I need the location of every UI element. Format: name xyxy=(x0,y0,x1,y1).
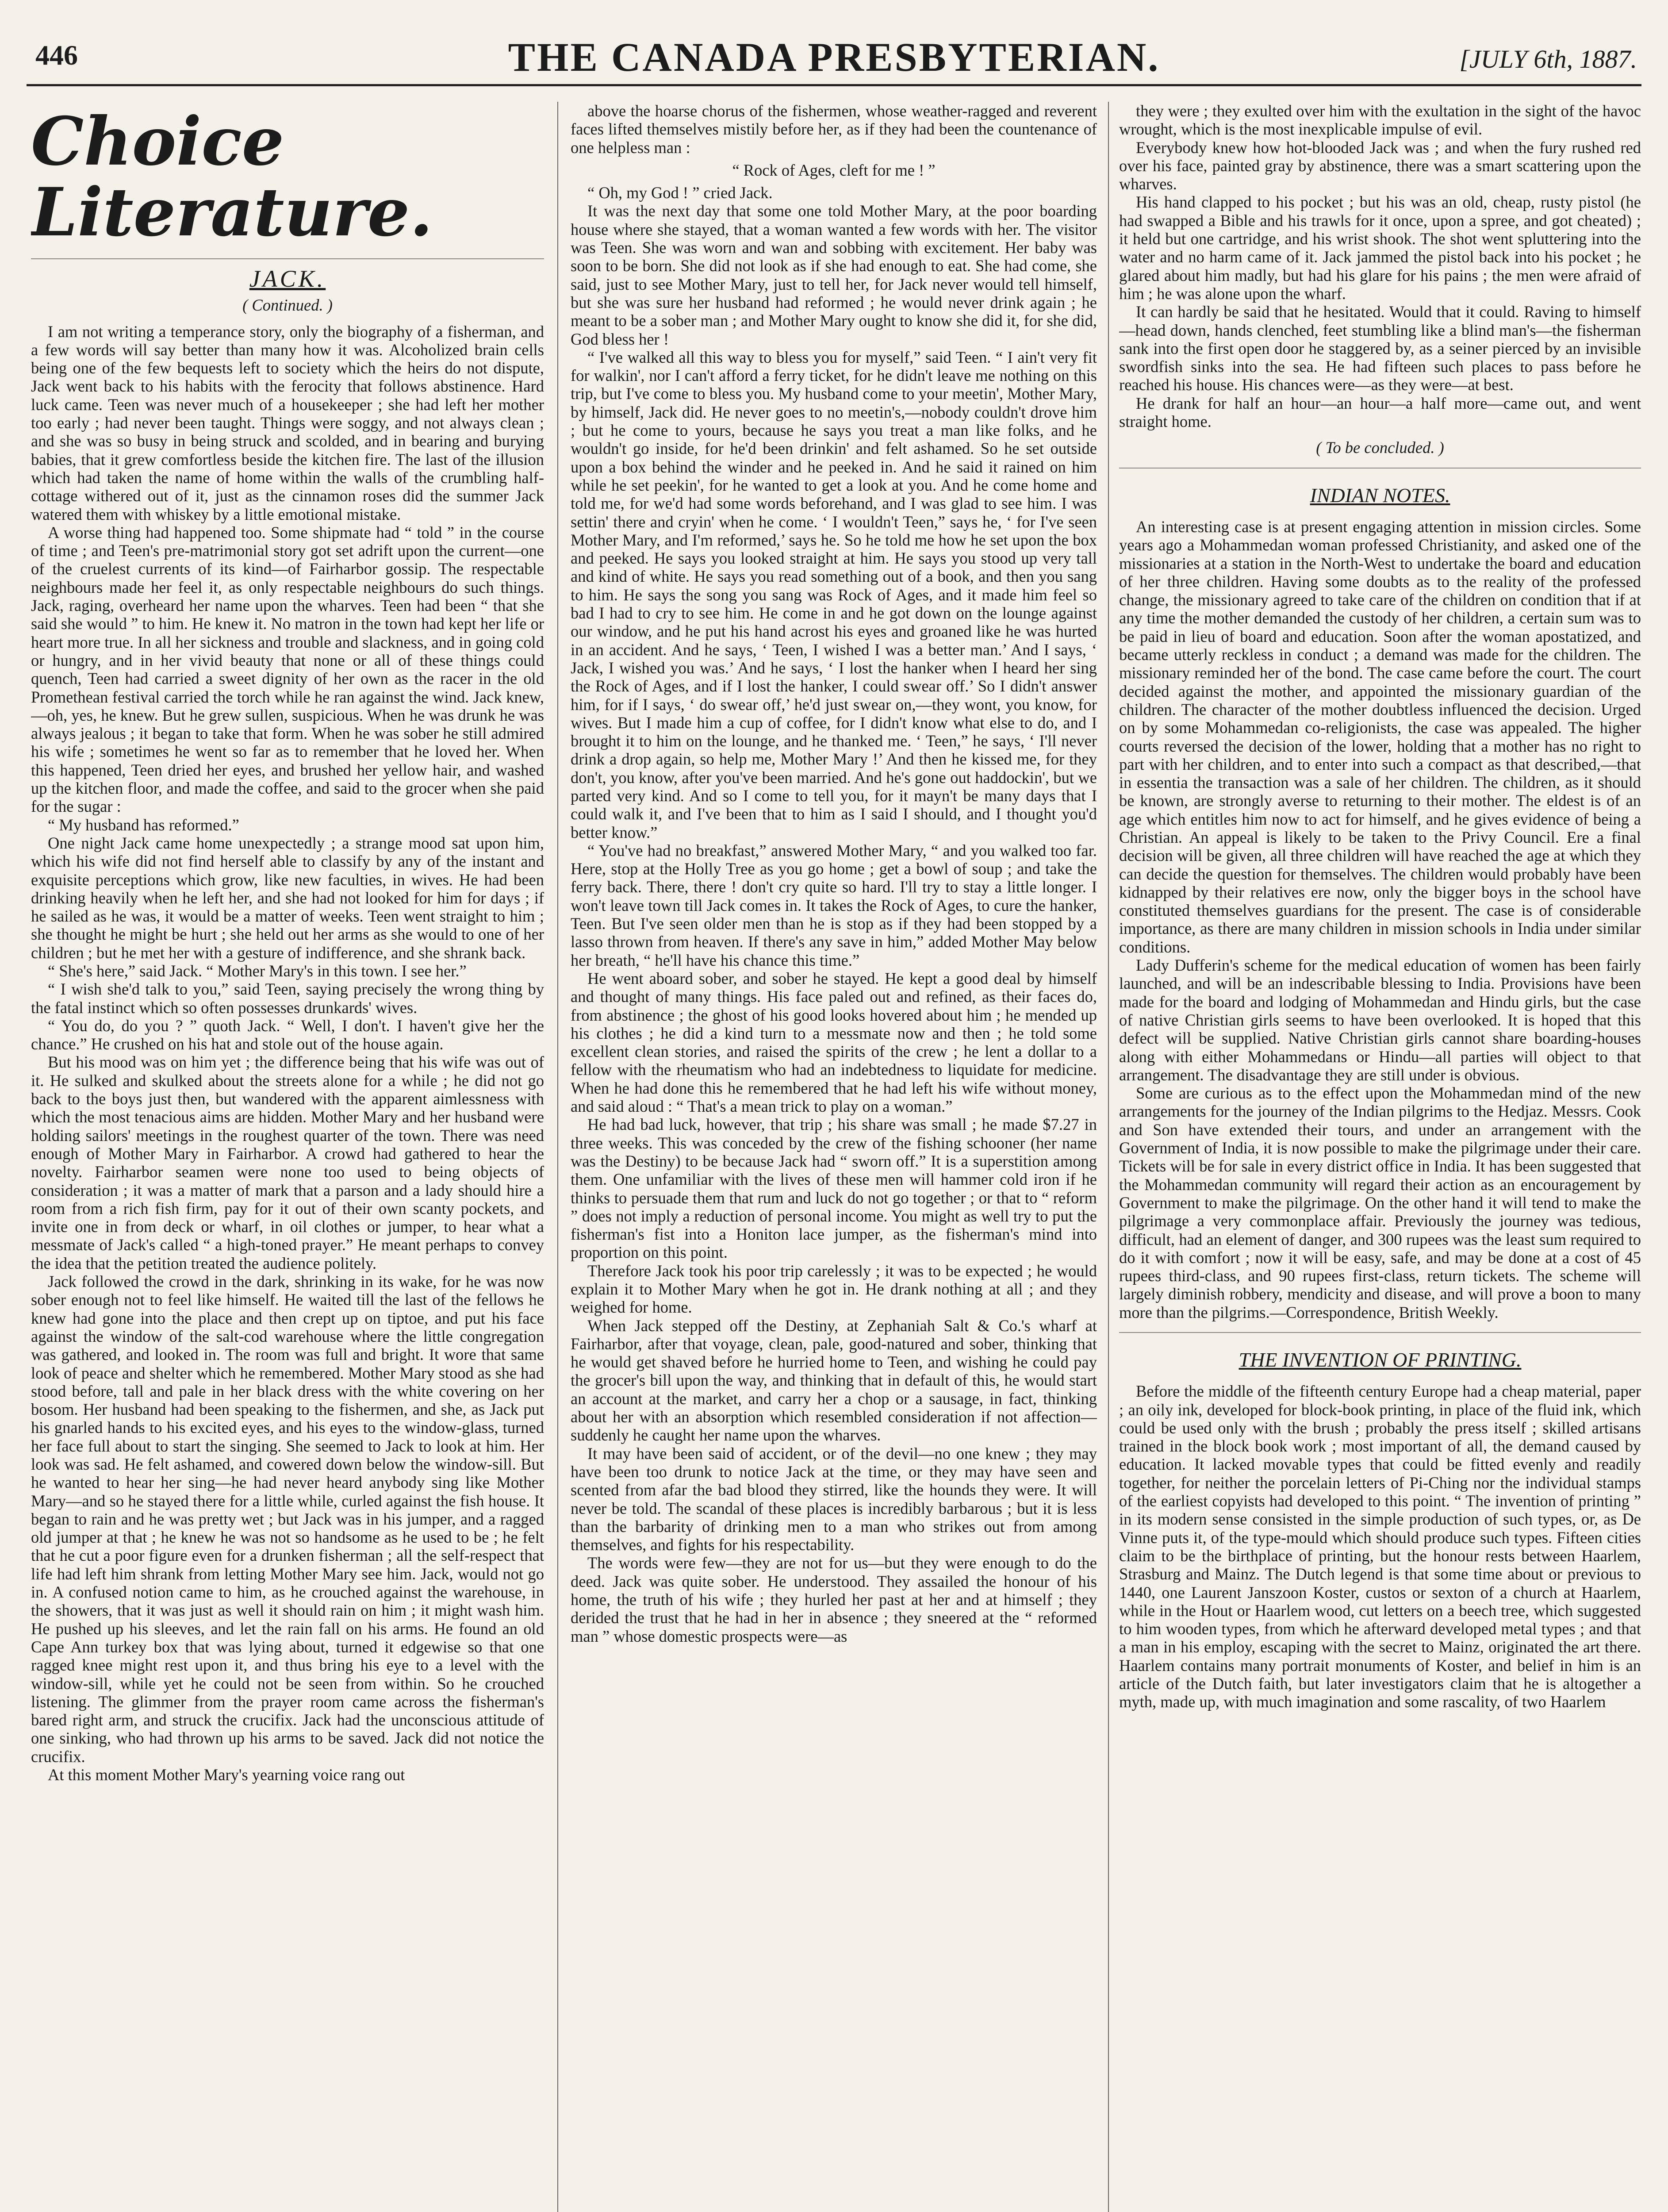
column-divider xyxy=(1108,102,1109,2212)
page-number: 446 xyxy=(35,39,78,71)
column-divider xyxy=(557,102,558,2212)
paragraph: His hand clapped to his pocket ; but his was an old, cheap, rusty pistol (he had swapped a Bible and his trawls for it once, upon a spree, and got cheated) ; it held but one cartridge, and his wrist shook. The shot went spluttering into the water and no harm came of it. Jack jammed the pistol back into his pocket ; he glared about him madly, but had his glare for his pains ; the men were afraid of him ; he was alone upon the wharf. xyxy=(1119,193,1641,303)
paragraph: When Jack stepped off the Destiny, at Zephaniah Salt & Co.'s wharf at Fairharbor, after that voyage, clean, pale, good-natured and sober, thinking that he would get shaved before he hurried home to Teen, and wishing he could pay the grocer's bill upon the way, and thinking that in default of this, he would start an account at the market, and carry her a chop or a sausage, in fact, thinking about her with an absorption which resembled consideration if not affection—suddenly he caught her name upon the wharves. xyxy=(571,1316,1097,1444)
paragraph: He had bad luck, however, that trip ; his share was small ; he made $7.27 in three weeks. This was conceded by the crew of the fishing schooner (her name was the Destiny) to be because Jack had “ sworn off.” It is a superstition among them. One unfamiliar with the lives of these men will hammer cold iron if he thinks to persuade them that rum and luck do not go together ; or that to “ reform ” does not imply a reduction of personal income. You might as well try to put the fisherman's fist into a Honiton lace jumper, as the fisherman's mind into proportion on this point. xyxy=(571,1115,1097,1262)
paragraph: It can hardly be said that he hesitated. Would that it could. Raving to himself—head down, hands clenched, feet stumbling like a blind man's—the fisherman sank into the first open door he staggered by, as a seiner pierced by an invisible swordfish sinks into the sea. He had fifteen such places to pass before he reached his house. His chances were—as they were—at best. xyxy=(1119,303,1641,394)
divider xyxy=(1119,1332,1641,1333)
paragraph: One night Jack came home unexpectedly ; a strange mood sat upon him, which his wife did not find herself able to classify by any of the instant and exquisite perceptions which grow, like new faculties, in wives. He had been drinking heavily when he left her, and she had not looked for him for days ; if he sailed as he was, it would be a matter of weeks. Teen went straight to him ; she thought he might be hurt ; she held out her arms as she would to one of her children ; but he met her with a gesture of indifference, and she shrank back. xyxy=(31,833,544,962)
printing-title: THE INVENTION OF PRINTING. xyxy=(1239,1348,1522,1371)
paragraph: Some are curious as to the effect upon the Mohammedan mind of the new arrangements for the journey of the Indian pilgrims to the Hedjaz. Messrs. Cook and Son have extended their tours, and under an arrangement with the Government of India, it is now possible to make the pilgrimage under their care. Tickets will be for sale in every district office in India. It has been suggested that the Mohammedan community will regard their action as an encouragement by Government to make the pilgrimage. On the other hand it will tend to make the pilgrimage a very commonplace affair. Previously the journey was tedious, difficult, had an element of danger, and 300 rupees was the least sum required to do it with comfort ; now it will be easy, safe, and may be done at a cost of 45 rupees third-class, and 90 rupees first-class, return tickets. The scheme will largely diminish robbery, mendicity and disease, and will prove a boon to many more than the pilgrims.—Correspondence, British Weekly. xyxy=(1119,1084,1641,1321)
paragraph: Therefore Jack took his poor trip carelessly ; it was to be expected ; he would explain it to Mother Mary when he got in. He drank nothing at all ; and they weighed for home. xyxy=(571,1261,1097,1317)
column-1 xyxy=(31,102,544,2212)
paragraph: The words were few—they are not for us—but they were enough to do the deed. Jack was quite sober. He understood. They assailed the honour of his home, the truth of his wife ; they hurled her past at her and at himself ; they derided the trust that he had in her in absence ; they sneered at the “ reformed man ” whose domestic prospects were—as xyxy=(571,1554,1097,1645)
masthead xyxy=(27,31,1641,84)
paragraph: It may have been said of accident, or of the devil—no one knew ; they may have been too drunk to notice Jack at the time, or they may have seen and scented from afar the bad blood they stirred, like the hounds they were. It will never be told. The scandal of these places is incredibly barbarous ; but it is less than the barbarity of drinking men to a man who strikes out from among themselves, and fights for his respectability. xyxy=(571,1444,1097,1554)
divider xyxy=(31,258,544,259)
paragraph: Jack followed the crowd in the dark, shrinking in its wake, for he was now sober enough not to feel like himself. He waited till the last of the fellows he knew had gone into the place and then crept up on tiptoe, and put his face against the window of the salt-cod warehouse where the little congregation was gathered, and looked in. The room was full and bright. It wore that same look of peace and shelter which he remembered. Mother Mary stood as she had stood before, tall and pale in her black dress with the white covering on her bosom. Her husband had been speaking to the fishermen, and she, as Jack put his gnarled hands to his excited eyes, and his eyes to the window-glass, turned her face full about to start the singing. She seemed to Jack to look at him. Her look was sad. He felt ashamed, and cowered down below the window-sill. But he wanted to hear her sing—he had never heard anybody sing like Mother Mary—and so he stayed there for a little while, curled against the fish house. It began to rain and he was pretty wet ; but Jack was in his jumper, and a ragged old jumper at that ; he knew he was not so handsome as he used to be ; he felt that he cut a poor figure even for a drunken fisherman ; all the self-respect that life had left him shrank from letting Mother Mary see him. Jack, would not go in. A confused notion came to him, as he crouched against the warehouse, in the showers, that it was just as well it should rain on him ; it might wash him. He pushed up his sleeves, and let the rain fall on his arms. He found an old Cape Ann turkey box that was lying about, turned it edgewise so that one ragged knee might rest upon it, and thus bring his eye to a level with the window-sill, while yet he could not be seen from within. So he crouched listening. The glimmer from the prayer room came across the fisherman's bared right arm, and struck the crucifix. Jack had the unconscious attitude of one sinking, who had thrown up his arms to be saved. Jack did not notice the crucifix. xyxy=(31,1272,544,1766)
paragraph: above the hoarse chorus of the fishermen, whose weather-ragged and reverent faces lifted themselves mistily before her, as if they had been the countenance of one helpless man : xyxy=(571,102,1097,157)
paragraph: It was the next day that some one told Mother Mary, at the poor boarding house where she stayed, that a woman wanted a few words with her. The visitor was Teen. She was worn and wan and sobbing with excitement. Her baby was soon to be born. She did not look as if she had enough to eat. She had come, she said, just to see Mother Mary, just to tell her, for Jack never would tell himself, but she was sure her husband had reformed ; he would never drink again ; he meant to be a sober man ; and Mother Mary ought to know she did it, for she did, God bless her ! xyxy=(571,202,1097,348)
paragraph: “ You do, do you ? ” quoth Jack. “ Well, I don't. I haven't give her the chance.” He crushed on his hat and stole out of the house again. xyxy=(31,1016,544,1053)
issue-date: [JULY 6th, 1887. xyxy=(1459,45,1637,73)
paragraph: A worse thing had happened too. Some shipmate had “ told ” in the course of time ; and Teen's pre-matrimonial story got set adrift upon the current—one of the cruelest currents of its kind—of Fairharbor gossip. The respectable neighbours made her feel it, as only respectable neighbours do such things. Jack, raging, overheard her name upon the wharves. Teen had been “ that she said she would ” to him. He knew it. No matron in the town had kept her life or heart more true. In all her sickness and trouble and slackness, and in going cold or hungry, and in her vivid beauty that none or all of these things could quench, Teen had carried a sweet dignity of her own as the racer in the old Promethean festival carried the torch while he ran against the wind. Jack knew,—oh, yes, he knew. But he grew sullen, suspicious. When he was drunk he was always jealous ; it began to take that form. When he was sober he still admired his wife ; sometimes he went so far as to remember that he loved her. When this happened, Teen dried her eyes, and brushed her yellow hair, and washed up the kitchen floor, and made the coffee, and said to the grocer when she paid for the sugar : xyxy=(31,523,544,816)
section-heading: Choice Literature. xyxy=(31,103,433,251)
concluded-label: ( To be concluded. ) xyxy=(1316,438,1444,457)
paragraph: Lady Dufferin's scheme for the medical education of women has been fairly launched, and will be an indescribable blessing to India. Provisions have been made for the board and lodging of Mohammedan and Hindu girls, but the case of native Christian girls seems to have been overlooked. It is hoped that this defect will be supplied. Native Christian girls cannot share boarding-houses along with either Mohammedans or Hindu—all parties will object to that arrangement. The disadvantage they are still under is obvious. xyxy=(1119,956,1641,1084)
story-title: JACK. xyxy=(249,265,326,292)
paragraph: He went aboard sober, and sober he stayed. He kept a good deal by himself and thought of many things. His face paled out and refined, as their faces do, from abstinence ; the ghost of his good looks hovered about him ; he mended up his clothes ; he did a kind turn to a messmate now and then ; he told some excellent clean stories, and raised the spirits of the crew ; he lent a dollar to a fellow with the rheumatism who had an indebtedness to liquidate for medicine. When he had done this he remembered that he had left his wife without money, and said aloud : “ That's a mean trick to play on a woman.” xyxy=(571,969,1097,1116)
paragraph: Before the middle of the fifteenth century Europe had a cheap material, paper ; an oily ink, developed for block-book printing, in place of the fluid ink, which could be used only with the brush ; probably the press itself ; skilled artisans trained in the block book work ; most important of all, the demand caused by education. It lacked movable types that could be fitted evenly and readily together, for neither the porcelain letters of Pi-Ching nor the individual stamps of the earliest copyists had developed to this point. “ The invention of printing ” in its modern sense consisted in the simple production of such types, or, as De Vinne puts it, of the type-mould which should produce such types. Fifteen cities claim to be the birthplace of printing, but the honour rests between Haarlem, Strasburg and Mainz. The Dutch legend is that some time about or previous to 1440, one Laurent Janszoon Koster, custos or sexton of a church at Haarlem, while in the Hout or Haarlem wood, cut letters on a beech tree, which suggested to him wooden types, from which he afterward developed metal types ; and that a man in his employ, escaping with the secret to Mainz, originated the art there. Haarlem contains many portrait monuments of Koster, and belief in him is an article of the Dutch faith, but later investigators claim that he is altogether a myth, made up, with much imagination and some rascality, of two Haarlem xyxy=(1119,1382,1641,1711)
paragraph: An interesting case is at present engaging attention in mission circles. Some years ago a Mohammedan woman professed Christianity, and asked one of the missionaries at a station in the North-West to undertake the board and education of her three children. Having some doubts as to the reality of the professed change, the missionary agreed to take care of the children on condition that if at any time the mother demanded the custody of her children, a certain sum was to be paid in lieu of board and education. Soon after the woman apostatized, and became utterly reckless in conduct ; a demand was made for the children. The missionary reminded her of the bond. The case came before the court. The court decided against the mother, and appointed the missionary guardian of the children. The character of the mother doubtless influenced the decision. Urged on by some Mohammedan co-religionists, the case was appealed. The higher courts reversed the decision of the lower, holding that a mother has no right to part with her children, and to enter into such a compact as that described,—that in essentia the transaction was a sale of her children. The children, as it should be known, are strongly averse to returning to their mother. The eldest is of an age which entitles him now to act for himself, and he gives evidence of being a Christian. An appeal is likely to be taken to the Privy Council. Ere a final decision will be given, all three children will have reached the age at which they can decide the question for themselves. The children would probably have been kidnapped by their relatives ere now, only the bigger boys in the school have constituted themselves guardians for the present. The case is of considerable importance, as there are many children in mission schools in India under similar conditions. xyxy=(1119,517,1641,956)
paragraph: “ You've had no breakfast,” answered Mother Mary, “ and you walked too far. Here, stop at the Holly Tree as you go home ; get a bowl of soup ; and take the ferry back. There, there ! don't cry quite so hard. I'll try to stay a little longer. I won't leave town till Jack comes in. It takes the Rock of Ages, to cure the hanker, Teen. But I've seen older men than he is stop as if they had been stopped by a lasso thrown from heaven. If there's any save in him,” added Mother May below her breath, “ he'll have his chance this time.” xyxy=(571,841,1097,969)
divider xyxy=(1119,468,1641,469)
paragraph: Everybody knew how hot-blooded Jack was ; and when the fury rushed red over his face, painted gray by abstinence, there was a smart scattering upon the wharves. xyxy=(1119,138,1641,193)
paragraph: At this moment Mother Mary's yearning voice rang out xyxy=(48,1766,405,1784)
paragraph: “ My husband has reformed.” xyxy=(48,815,239,834)
paragraph: I am not writing a temperance story, only the biography of a fisherman, and a few words will say better than many how it was. Alcoholized brain cells being one of the few bequests left to society which the heirs do not dispute, Jack went back to his habits with the ferocity that follows abstinence. Hard luck came. Teen was never much of a housekeeper ; she had left her mother too early ; had never been taught. Things were soggy, and not always clean ; and she was so busy in being struck and scolded, and in bearing and burying babies, that it grew comfortless beside the kitchen fire. The last of the illusion which had taken the name of home within the walls of the crumbling half-cottage withered out of it, just as the cinnamon roses did the summer Jack watered them with whiskey by a little emotional mistake. xyxy=(31,322,544,523)
story-part-1 xyxy=(31,323,544,1784)
paragraph: He drank for half an hour—an hour—a half more—came out, and went straight home. xyxy=(1119,394,1641,431)
paragraph: “ Oh, my God ! ” cried Jack. xyxy=(587,184,773,202)
paragraph: they were ; they exulted over him with the exultation in the sight of the havoc wrought, which is the most inexplicable impulse of evil. xyxy=(1119,102,1641,138)
continued-label: ( Continued. ) xyxy=(242,296,333,315)
hymn-quote: “ Rock of Ages, cleft for me ! ” xyxy=(732,161,936,179)
header-rule xyxy=(27,84,1641,86)
paper-title: THE CANADA PRESBYTERIAN. xyxy=(508,35,1160,80)
paragraph: “ She's here,” said Jack. “ Mother Mary's in this town. I see her.” xyxy=(48,961,467,980)
indian-notes-title: INDIAN NOTES. xyxy=(1310,484,1450,507)
paragraph: “ I wish she'd talk to you,” said Teen, saying precisely the wrong thing by the fatal instinct which so often possesses drunkards' wives. xyxy=(31,980,544,1017)
column-3 xyxy=(1119,102,1641,2212)
column-2 xyxy=(571,102,1097,2212)
paragraph: But his mood was on him yet ; the difference being that his wife was out of it. He sulked and skulked about the streets alone for a while ; he did not go back to the boys just then, but wandered with the apparent aimlessness with which the most tenacious aims are hidden. Mother Mary and her husband were holding sailors' meetings in the roughest quarter of the town. There was need enough of Mother Mary in Fairharbor. A crowd had gathered to hear the novelty. Fairharbor seamen were none too used to being objects of consideration ; it was a matter of mark that a parson and a lady should hire a room from a rich fish firm, pay for it out of their own scanty pockets, and invite one in from deck or wharf, in oil clothes or jumper, to hear what a messmate of Jack's called “ a high-toned prayer.” He meant perhaps to convey the idea that the petition treated the audience politely. xyxy=(31,1053,544,1272)
paragraph: “ I've walked all this way to bless you for myself,” said Teen. “ I ain't very fit for walkin', nor I can't afford a ferry ticket, for he didn't leave me nothing on this trip, but I've come to bless you. My husband come to your meetin', Mother Mary, by himself, Jack did. He never goes to no meetin's,—nobody couldn't drove him ; but he come to yours, because he says you treat a man like folks, and he wouldn't go inside, for he'd been drinkin' and felt ashamed. So he set outside upon a box behind the winder and he peeked in. And he said it rained on him while he set peekin', for he wanted to get a look at you. And he come home and told me, for we'd had some words beforehand, and I was glad to see him. I was settin' there and cryin' when he come. ‘ I wouldn't Teen,” says he, ‘ for I've seen Mother Mary, and I'm reformed,’ says he. So he told me how he set upon the box and peeked. He says you looked straight at him. He says you stood up very tall and kind of white. He says you read something out of a book, and then you sang to him. He says the song you sang was Rock of Ages, and it made him feel so bad I had to cry to see him. He come in and he got down on the lounge against our window, and he put his hand acrost his eyes and groaned like he was hurted in an accident. And he says, ‘ Teen, I wished I was a better man.’ And I says, ‘ Jack, I wished you was.’ And he says, ‘ I lost the hanker when I heard her sing the Rock of Ages, and if I lost the hanker, I could swear off.’ So I didn't answer him, for if I says, ‘ do swear off,’ he'd just swear on,—they wont, you know, for wives. But I made him a cup of coffee, for I didn't know what else to do, and I brought it to him on the lounge, and he thanked me. ‘ Teen,” he says, ‘ I'll never drink a drop again, so help me, Mother Mary !’ And then he kissed me, for they don't, you know, after you've been married. And he's gone out haddockin', but we parted very kind. And so I come to tell you, for it mayn't be many days that I could walk it, and I've been that to him as I said I should, and I thought you'd better know.” xyxy=(571,348,1097,841)
